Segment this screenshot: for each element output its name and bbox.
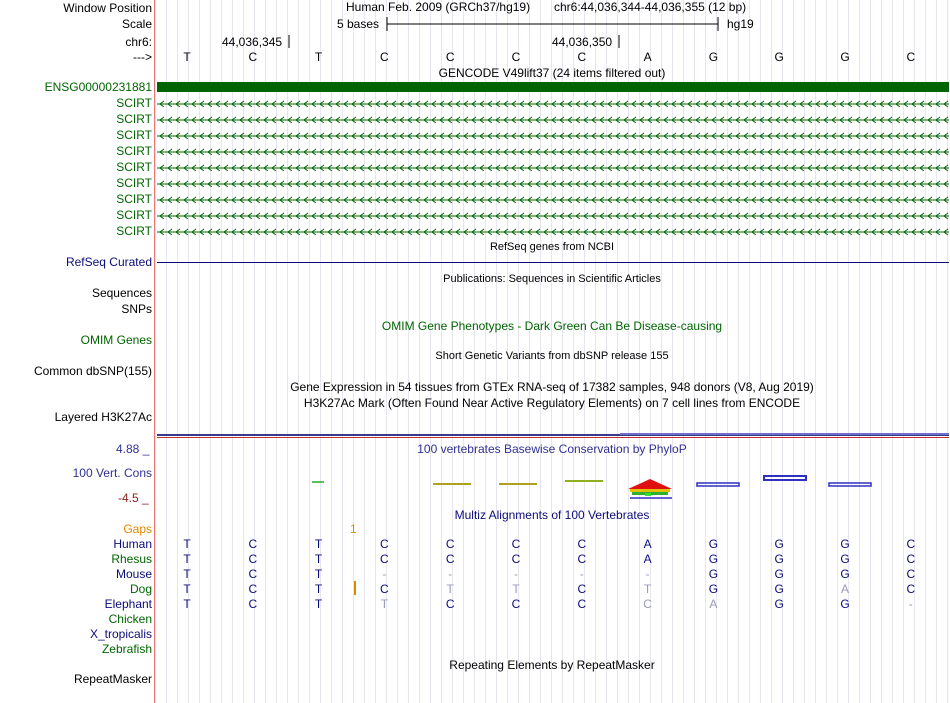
alignment-base: C (248, 597, 258, 611)
gridline (155, 0, 156, 703)
phylop-label[interactable]: 100 Vert. Cons (72, 466, 152, 480)
alignment-base: - (908, 597, 913, 611)
reference-base: T (183, 50, 191, 64)
species-label[interactable]: Dog (129, 582, 152, 596)
alignment-base: T (380, 597, 389, 611)
reference-base: C (511, 50, 521, 64)
scale-ruler (0, 0, 950, 70)
alignment-base: G (708, 582, 719, 596)
alignment-base: G (774, 582, 784, 596)
gap-count: 1 (350, 522, 357, 536)
gene-label[interactable]: ENSG00000231881 (44, 80, 152, 94)
reference-base: C (380, 50, 389, 64)
transcript-label[interactable]: SCIRT (116, 192, 152, 206)
alignment-base: C (577, 597, 587, 611)
alignment-base: - (579, 567, 584, 581)
reference-base: G (774, 50, 784, 64)
ruler-tick-label-1: 44,036,345 (222, 35, 283, 49)
reference-base: C (445, 50, 455, 64)
alignment-base: C (248, 552, 258, 566)
alignment-base: T (512, 582, 520, 596)
transcript-label[interactable]: SCIRT (116, 112, 152, 126)
alignment-base: T (314, 567, 323, 581)
dbsnp-track-title: Short Genetic Variants from dbSNP release 155 (435, 350, 669, 362)
alignment-base: G (840, 567, 850, 581)
alignment-base: G (774, 552, 784, 566)
transcript-feature[interactable] (157, 196, 949, 203)
species-label[interactable]: Human (113, 537, 152, 551)
species-label[interactable]: X_tropicalis (89, 627, 152, 641)
alignment-base: - (514, 567, 518, 581)
reference-base: C (577, 50, 587, 64)
assembly-title: Human Feb. 2009 (GRCh37/hg19) (346, 0, 531, 14)
alignment-base: C (906, 537, 916, 551)
alignment-base: A (709, 597, 718, 611)
alignment-base: C (906, 552, 916, 566)
refseq-label[interactable]: RefSeq Curated (65, 255, 152, 269)
alignment-base: T (446, 582, 454, 596)
phylop-plot[interactable] (0, 470, 950, 505)
omim-label[interactable]: OMIM Genes (80, 333, 152, 347)
h3k27ac-signal-red[interactable] (157, 437, 949, 438)
phylop-min-label: -4.5 _ (118, 491, 149, 505)
alignment-base: C (511, 537, 521, 551)
alignment-base: T (314, 537, 323, 551)
phylop-track-title: 100 vertebrates Basewise Conservation by PhyloP (417, 442, 687, 456)
species-label[interactable]: Elephant (104, 597, 152, 611)
alignment-base: G (708, 552, 719, 566)
alignment-base: A (840, 582, 849, 596)
alignment-base: G (774, 597, 784, 611)
strand-arrow-label: ---> (133, 50, 152, 64)
species-label[interactable]: Zebrafish (101, 642, 152, 656)
multiz-track-title: Multiz Alignments of 100 Vertebrates (454, 508, 650, 522)
alignment-base: T (183, 537, 191, 551)
transcript-label[interactable]: SCIRT (116, 128, 152, 142)
alignment-base: T (643, 582, 652, 596)
transcript-feature[interactable] (157, 212, 949, 219)
dbsnp-label[interactable]: Common dbSNP(155) (33, 364, 152, 378)
snps-label[interactable]: SNPs (121, 302, 152, 316)
reference-base: T (314, 50, 323, 64)
scale-text: 5 bases (337, 17, 380, 31)
label-divider (154, 0, 155, 703)
alignment-base: C (445, 537, 455, 551)
transcript-feature[interactable] (157, 148, 949, 155)
alignment-base: G (774, 567, 784, 581)
alignment-base: C (577, 582, 587, 596)
alignment-base: G (840, 597, 850, 611)
repeatmasker-label[interactable]: RepeatMasker (73, 672, 152, 686)
dog-gap-marker[interactable] (354, 581, 356, 595)
reference-base: A (643, 50, 652, 64)
alignment-base: T (183, 597, 191, 611)
gencode-track-title: GENCODE V49lift37 (24 items filtered out) (438, 66, 666, 80)
alignment-base: C (380, 582, 389, 596)
reference-base: C (906, 50, 916, 64)
gene-feature-bar[interactable] (157, 82, 949, 92)
alignment-base: C (248, 567, 258, 581)
scale-label: Scale (121, 17, 152, 31)
alignment-base: C (906, 567, 916, 581)
alignment-base: C (445, 597, 455, 611)
transcript-feature[interactable] (157, 100, 949, 107)
species-label[interactable]: Mouse (115, 567, 152, 581)
alignment-base: G (840, 537, 850, 551)
species-label[interactable]: Rhesus (111, 552, 152, 566)
reference-base: G (840, 50, 850, 64)
refseq-track-title: RefSeq genes from NCBI (489, 241, 615, 253)
alignment-base: C (643, 597, 652, 611)
refseq-line[interactable] (157, 262, 949, 263)
gaps-label[interactable]: Gaps (123, 522, 152, 536)
alignment-base: - (382, 567, 387, 581)
transcript-feature[interactable] (157, 132, 949, 139)
reference-base: C (248, 50, 258, 64)
transcript-label[interactable]: SCIRT (116, 96, 152, 110)
sequences-label[interactable]: Sequences (91, 286, 152, 300)
repeatmasker-track-title: Repeating Elements by RepeatMasker (449, 658, 655, 672)
alignment-base: T (314, 552, 323, 566)
ruler-tick-label-2: 44,036,350 (552, 35, 613, 49)
transcript-feature[interactable] (157, 180, 949, 187)
transcript-feature[interactable] (157, 116, 949, 123)
transcript-label[interactable]: SCIRT (116, 208, 152, 222)
alignment-base: C (445, 552, 455, 566)
alignment-base: - (645, 567, 650, 581)
omim-track-title: OMIM Gene Phenotypes - Dark Green Can Be Disease-causing (381, 319, 723, 333)
alignment-base: - (448, 567, 453, 581)
db-label: hg19 (727, 17, 754, 31)
alignment-base: A (643, 552, 652, 566)
chrom-label: chr6: (125, 35, 152, 49)
h3k27ac-track-title: H3K27Ac Mark (Often Found Near Active Regulatory Elements) on 7 cell lines from ENCODE (303, 396, 801, 410)
transcript-feature[interactable] (157, 228, 949, 235)
gtex-track-title: Gene Expression in 54 tissues from GTEx RNA-seq of 17382 samples, 948 donors (V8, Aug 2019) (290, 380, 814, 394)
window-position-label: Window Position (63, 1, 152, 15)
reference-base: G (708, 50, 719, 64)
alignment-base: C (511, 552, 521, 566)
alignment-base: C (577, 552, 587, 566)
alignment-base: C (511, 597, 521, 611)
transcript-label[interactable]: SCIRT (116, 176, 152, 190)
phylop-max-label: 4.88 _ (116, 442, 150, 456)
position-title: chr6:44,036,344-44,036,355 (12 bp) (554, 0, 747, 14)
alignment-base: T (183, 582, 191, 596)
publications-track-title: Publications: Sequences in Scientific Articles (443, 273, 661, 285)
alignment-base: G (708, 567, 719, 581)
alignment-base: C (906, 582, 916, 596)
alignment-base: T (314, 582, 323, 596)
alignment-base: G (840, 552, 850, 566)
alignment-base: A (643, 537, 652, 551)
alignment-base: G (708, 537, 719, 551)
alignment-base: C (248, 582, 258, 596)
transcript-feature[interactable] (157, 164, 949, 171)
alignment-base: C (380, 552, 389, 566)
species-label[interactable]: Chicken (108, 612, 152, 626)
transcript-label[interactable]: SCIRT (116, 160, 152, 174)
alignment-base: T (314, 597, 323, 611)
alignment-base: G (774, 537, 784, 551)
alignment-base: T (183, 552, 191, 566)
alignment-base: C (577, 537, 587, 551)
alignment-base: C (380, 537, 389, 551)
transcript-label[interactable]: SCIRT (116, 144, 152, 158)
h3k27ac-signal-light[interactable] (620, 433, 949, 435)
transcript-label[interactable]: SCIRT (116, 224, 152, 238)
alignment-base: T (183, 567, 191, 581)
alignment-base: C (248, 537, 258, 551)
h3k27ac-label[interactable]: Layered H3K27Ac (54, 410, 152, 424)
